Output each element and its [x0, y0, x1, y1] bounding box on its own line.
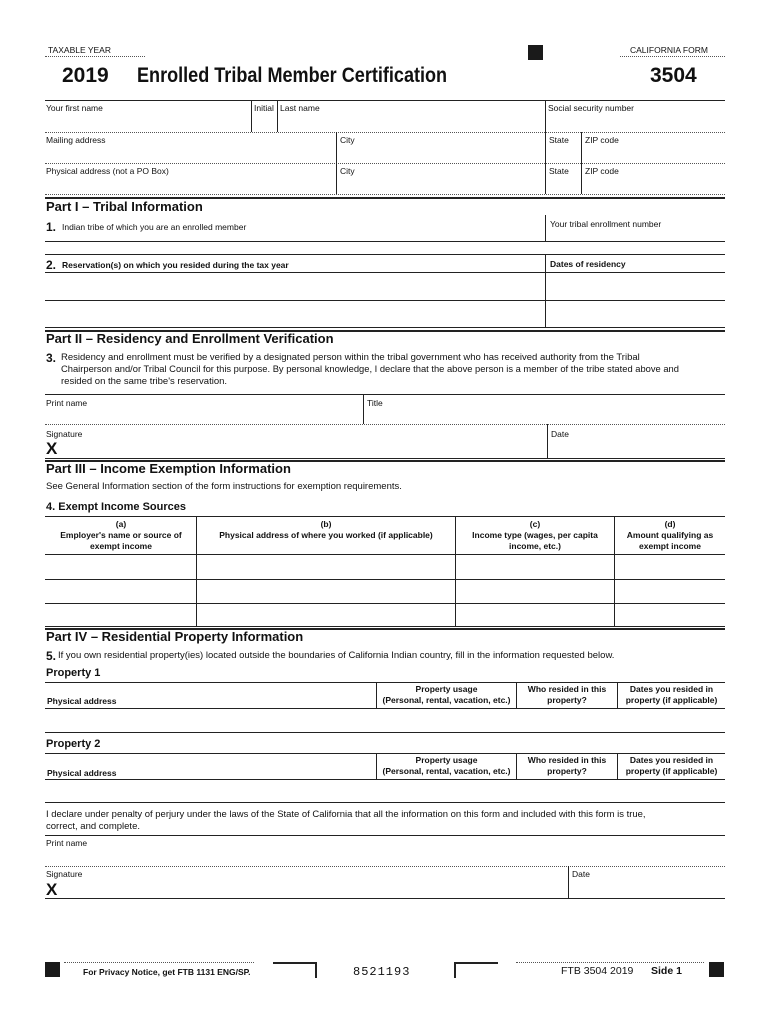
p1-usage-line2: (Personal, rental, vacation, etc.)	[382, 695, 511, 705]
income-row[interactable]	[46, 604, 724, 625]
reservation-row[interactable]	[46, 273, 544, 299]
col-d-header	[615, 519, 725, 552]
p1-who-line1: Who resided in this	[527, 684, 607, 694]
col-a-header	[46, 519, 196, 552]
line3-text-3: resided on the same tribe's reservation.	[61, 376, 228, 387]
col-b-letter: (b)	[320, 519, 332, 529]
physical-address-label: Physical address (not a PO Box)	[46, 166, 169, 176]
line2-number: 2.	[46, 258, 57, 272]
declarant-print-name-field[interactable]	[46, 848, 724, 865]
part3-instructions: See General Information section of the form instructions for exemption requirements.	[46, 481, 402, 492]
verifier-title-field[interactable]	[367, 408, 724, 423]
footer-registration-mark-right	[709, 962, 724, 977]
ssn-field[interactable]	[548, 113, 724, 131]
line2-text: Reservation(s) on which you resided during the tax year	[62, 260, 289, 270]
last-name-field[interactable]	[280, 113, 544, 131]
mailing-address-label: Mailing address	[46, 135, 106, 145]
barcode-number: 8521193	[353, 965, 411, 979]
enrollment-number-label: Your tribal enrollment number	[550, 219, 662, 229]
form-title: Enrolled Tribal Member Certification	[137, 64, 448, 87]
col-c-line1: Income type (wages, per capita	[472, 530, 598, 540]
p2-dates-line1: Dates you resided in	[629, 755, 714, 765]
form-number: 3504	[650, 64, 697, 87]
mailing-address-field[interactable]	[46, 145, 334, 162]
col-d-letter: (d)	[664, 519, 676, 529]
part3-heading	[46, 461, 291, 476]
col-a-line1: Employer's name or source of	[60, 530, 182, 540]
california-form-label: CALIFORNIA FORM	[630, 45, 708, 55]
declaration-text-1: I declare under penalty of perjury under the laws of the State of California that all the information on this form and included with this form is true,	[46, 809, 646, 820]
verifier-date-field[interactable]	[551, 440, 724, 457]
part1-title: – Tribal Information	[82, 199, 203, 214]
p2-who-header	[517, 755, 617, 777]
col-d-line1: Amount qualifying as	[626, 530, 714, 540]
zip2-label: ZIP code	[585, 166, 619, 176]
col-c-letter: (c)	[529, 519, 541, 529]
part2-title: – Residency and Enrollment Verification	[85, 331, 334, 346]
state2-label: State	[549, 166, 569, 176]
line3-text-1: Residency and enrollment must be verified by a designated person within the tribal government who has received authority from the Tribal	[61, 352, 640, 363]
p2-dates-line2: property (if applicable)	[625, 766, 718, 776]
declarant-print-name-label: Print name	[46, 838, 88, 848]
city-label: City	[340, 135, 355, 145]
scan-corner-right	[454, 962, 498, 978]
col-c-header	[456, 519, 614, 552]
property1-heading: Property 1	[46, 667, 101, 679]
p2-usage-line2: (Personal, rental, vacation, etc.)	[382, 766, 511, 776]
state-label: State	[549, 135, 569, 145]
col-d-line2: exempt income	[639, 541, 701, 551]
tax-year: 2019	[62, 64, 109, 87]
p2-who-line1: Who resided in this	[527, 755, 607, 765]
reservation-row[interactable]	[46, 301, 544, 326]
line5-number: 5.	[46, 649, 57, 663]
verifier-signature-field[interactable]	[62, 440, 546, 457]
first-name-field[interactable]	[46, 113, 250, 131]
p2-who-line2: property?	[547, 766, 587, 776]
line3-number: 3.	[46, 351, 57, 365]
p2-usage-line1: Property usage	[415, 755, 478, 765]
physical-address-field[interactable]	[46, 176, 334, 193]
income-row[interactable]	[46, 555, 724, 578]
line3-text-2: Chairperson and/or Tribal Council for this purpose. By personal knowledge, I declare that the above person is a member of the tribe stated above and	[61, 364, 679, 375]
ssn-label: Social security number	[548, 103, 634, 113]
last-name-label: Last name	[280, 103, 320, 113]
p1-usage-header	[377, 684, 516, 706]
p1-who-header	[517, 684, 617, 706]
part4-title: – Residential Property Information	[90, 629, 304, 644]
p1-dates-line1: Dates you resided in	[629, 684, 714, 694]
verifier-signature-label: Signature	[46, 429, 83, 439]
declarant-signature-label: Signature	[46, 869, 83, 879]
line1-text: Indian tribe of which you are an enrolled member	[62, 222, 247, 232]
p1-who-line2: property?	[547, 695, 587, 705]
footer-registration-mark-left	[45, 962, 60, 977]
declarant-date-field[interactable]	[572, 880, 724, 897]
p2-dates-header	[618, 755, 725, 777]
p1-dates-line2: property (if applicable)	[625, 695, 718, 705]
part1-number: Part I	[46, 199, 79, 214]
scan-corner-left	[273, 962, 317, 978]
col-a-letter: (a)	[115, 519, 127, 529]
p2-physical-address-label: Physical address	[47, 768, 117, 778]
declaration-text-2: correct, and complete.	[46, 821, 140, 832]
line5-text: If you own residential property(ies) located outside the boundaries of California Indian country, fill in the information requested below.	[58, 650, 615, 661]
part3-title: – Income Exemption Information	[89, 461, 291, 476]
income-row[interactable]	[46, 580, 724, 602]
col-b-header	[197, 519, 455, 541]
declarant-signature-field[interactable]	[62, 880, 566, 897]
part1-heading	[46, 199, 203, 214]
privacy-notice: For Privacy Notice, get FTB 1131 ENG/SP.	[83, 967, 251, 977]
verifier-print-name-field[interactable]	[46, 408, 361, 423]
initial-label: Initial	[254, 103, 274, 113]
part2-number: Part II	[46, 331, 83, 346]
line1-number: 1.	[46, 220, 57, 234]
dates-of-residency-label: Dates of residency	[550, 259, 626, 269]
col-c-line2: income, etc.)	[509, 541, 561, 551]
side-label: Side 1	[651, 965, 682, 977]
registration-mark	[528, 45, 543, 60]
declarant-date-label: Date	[572, 869, 590, 879]
property1-row[interactable]	[46, 709, 724, 731]
part4-number: Part IV	[46, 629, 88, 644]
first-name-label: Your first name	[46, 103, 103, 113]
verifier-signature-x: X	[46, 439, 58, 458]
line4-heading: 4. Exempt Income Sources	[46, 501, 186, 513]
p1-usage-line1: Property usage	[415, 684, 478, 694]
part4-heading	[46, 629, 303, 644]
verifier-print-name-label: Print name	[46, 398, 88, 408]
col-a-line2: exempt income	[90, 541, 152, 551]
col-b-line1: Physical address of where you worked (if applicable)	[219, 530, 433, 540]
part3-number: Part III	[46, 461, 86, 476]
verifier-date-label: Date	[551, 429, 569, 439]
verifier-title-label: Title	[367, 398, 383, 408]
p1-dates-header	[618, 684, 725, 706]
p2-usage-header	[377, 755, 516, 777]
form-id: FTB 3504 2019	[561, 965, 634, 977]
taxable-year-label: TAXABLE YEAR	[48, 45, 111, 55]
part2-heading	[46, 331, 334, 346]
zip-label: ZIP code	[585, 135, 619, 145]
p1-physical-address-label: Physical address	[47, 696, 117, 706]
declarant-signature-x: X	[46, 880, 58, 899]
city2-label: City	[340, 166, 355, 176]
property2-row[interactable]	[46, 780, 724, 801]
property2-heading: Property 2	[46, 738, 101, 750]
